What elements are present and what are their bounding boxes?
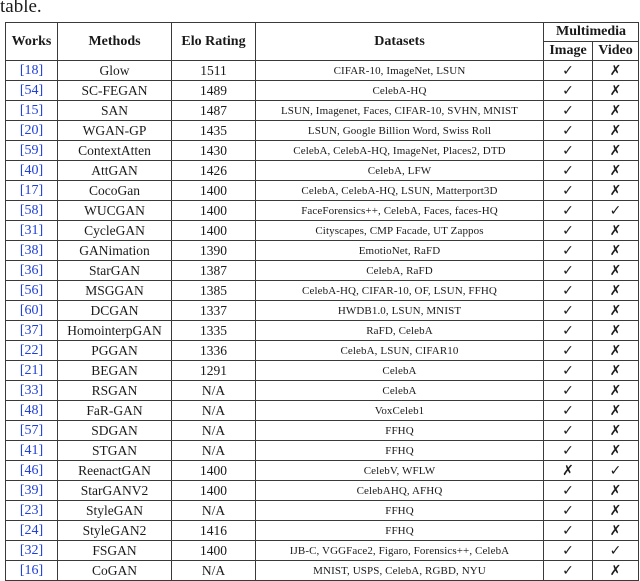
citation-link[interactable]: [15]	[19, 103, 44, 118]
video-support-mark: ✗	[609, 562, 622, 579]
cross-icon	[593, 101, 639, 121]
elo-rating: 1400	[172, 541, 256, 561]
image-support-mark: ✓	[562, 62, 574, 79]
table-row	[6, 241, 639, 261]
citation-cell	[6, 141, 58, 161]
citation-link[interactable]: [56]	[19, 283, 44, 298]
elo-rating: 1335	[172, 321, 256, 341]
cross-icon	[593, 121, 639, 141]
citation-cell	[6, 181, 58, 201]
elo-rating: 1400	[172, 481, 256, 501]
cross-icon	[593, 341, 639, 361]
check-icon	[544, 521, 593, 541]
citation-cell	[6, 541, 58, 561]
image-support-mark: ✓	[562, 322, 574, 339]
citation-link[interactable]: [58]	[19, 203, 44, 218]
check-icon	[544, 281, 593, 301]
method-name: StarGANV2	[58, 481, 172, 501]
citation-link[interactable]: [36]	[19, 263, 44, 278]
datasets: VoxCeleb1	[256, 401, 544, 421]
datasets: CelebA, CelebA-HQ, ImageNet, Places2, DTD	[256, 141, 544, 161]
elo-rating: 1390	[172, 241, 256, 261]
citation-link[interactable]: [20]	[19, 123, 44, 138]
elo-rating: N/A	[172, 401, 256, 421]
table-row	[6, 121, 639, 141]
citation-link[interactable]: [57]	[19, 423, 44, 438]
cross-icon	[544, 461, 593, 481]
method-name: FaR-GAN	[58, 401, 172, 421]
video-support-mark: ✗	[609, 142, 622, 159]
image-support-mark: ✓	[562, 242, 574, 259]
method-name: SAN	[58, 101, 172, 121]
check-icon	[544, 361, 593, 381]
table-row	[6, 501, 639, 521]
citation-link[interactable]: [18]	[19, 63, 44, 78]
table-row	[6, 281, 639, 301]
method-name: CocoGan	[58, 181, 172, 201]
header-image: Image	[544, 42, 593, 61]
table-row	[6, 461, 639, 481]
method-name: StyleGAN	[58, 501, 172, 521]
header-video: Video	[593, 42, 639, 61]
image-support-mark: ✓	[562, 522, 574, 539]
gan-methods-comparison-table	[5, 22, 639, 581]
check-icon	[544, 261, 593, 281]
check-icon	[544, 401, 593, 421]
video-support-mark: ✓	[609, 462, 622, 479]
cross-icon	[593, 81, 639, 101]
cross-icon	[593, 181, 639, 201]
citation-link[interactable]: [31]	[19, 223, 44, 238]
citation-cell	[6, 341, 58, 361]
method-name: RSGAN	[58, 381, 172, 401]
table-row	[6, 561, 639, 581]
method-name: SDGAN	[58, 421, 172, 441]
check-icon	[544, 301, 593, 321]
video-support-mark: ✗	[609, 402, 622, 419]
cross-icon	[593, 401, 639, 421]
image-support-mark: ✓	[562, 122, 574, 139]
citation-cell	[6, 461, 58, 481]
method-name: MSGGAN	[58, 281, 172, 301]
table-row	[6, 181, 639, 201]
citation-cell	[6, 101, 58, 121]
check-icon	[593, 541, 639, 561]
table-row	[6, 541, 639, 561]
datasets: LSUN, Google Billion Word, Swiss Roll	[256, 121, 544, 141]
video-support-mark: ✗	[609, 182, 622, 199]
cross-icon	[593, 241, 639, 261]
table-row	[6, 421, 639, 441]
method-name: Glow	[58, 61, 172, 81]
header-multimedia: Multimedia	[544, 23, 639, 42]
image-support-mark: ✓	[562, 562, 574, 579]
image-support-mark: ✓	[562, 422, 574, 439]
method-name: CycleGAN	[58, 221, 172, 241]
video-support-mark: ✗	[609, 442, 622, 459]
check-icon	[544, 501, 593, 521]
citation-link[interactable]: [24]	[19, 523, 44, 538]
video-support-mark: ✗	[609, 482, 622, 499]
cross-icon	[593, 421, 639, 441]
cross-icon	[593, 381, 639, 401]
elo-rating: N/A	[172, 441, 256, 461]
table-row	[6, 481, 639, 501]
datasets: FFHQ	[256, 501, 544, 521]
citation-cell	[6, 161, 58, 181]
datasets: CelebA-HQ, CIFAR-10, OF, LSUN, FFHQ	[256, 281, 544, 301]
citation-link[interactable]: [37]	[19, 323, 44, 338]
elo-rating: 1416	[172, 521, 256, 541]
video-support-mark: ✗	[609, 522, 622, 539]
table-row	[6, 61, 639, 81]
table-row	[6, 221, 639, 241]
image-support-mark: ✓	[562, 362, 574, 379]
check-icon	[544, 321, 593, 341]
method-name: SC-FEGAN	[58, 81, 172, 101]
method-name: ContextAtten	[58, 141, 172, 161]
citation-cell	[6, 81, 58, 101]
image-support-mark: ✓	[562, 162, 574, 179]
citation-cell	[6, 421, 58, 441]
datasets: FaceForensics++, CelebA, Faces, faces-HQ	[256, 201, 544, 221]
video-support-mark: ✗	[609, 242, 622, 259]
video-support-mark: ✗	[609, 102, 622, 119]
citation-link[interactable]: [54]	[19, 83, 44, 98]
citation-link[interactable]: [23]	[19, 503, 44, 518]
citation-link[interactable]: [60]	[19, 303, 44, 318]
datasets: CelebAHQ, AFHQ	[256, 481, 544, 501]
cross-icon	[593, 281, 639, 301]
datasets: MNIST, USPS, CelebA, RGBD, NYU	[256, 561, 544, 581]
method-name: StyleGAN2	[58, 521, 172, 541]
cross-icon	[593, 561, 639, 581]
citation-link[interactable]: [22]	[19, 343, 44, 358]
preceding-text-fragment: table.	[0, 0, 42, 17]
table-body	[6, 61, 639, 581]
cross-icon	[593, 221, 639, 241]
method-name: WUCGAN	[58, 201, 172, 221]
video-support-mark: ✗	[609, 302, 622, 319]
table-row	[6, 441, 639, 461]
citation-link[interactable]: [40]	[19, 163, 44, 178]
image-support-mark: ✓	[562, 282, 574, 299]
check-icon	[544, 61, 593, 81]
elo-rating: N/A	[172, 561, 256, 581]
video-support-mark: ✓	[609, 202, 622, 219]
citation-link[interactable]: [46]	[19, 463, 44, 478]
header-datasets: Datasets	[256, 23, 544, 61]
datasets: LSUN, Imagenet, Faces, CIFAR-10, SVHN, MNIST	[256, 101, 544, 121]
check-icon	[544, 441, 593, 461]
check-icon	[544, 221, 593, 241]
image-support-mark: ✓	[562, 302, 574, 319]
citation-cell	[6, 201, 58, 221]
table-row	[6, 341, 639, 361]
method-name: CoGAN	[58, 561, 172, 581]
elo-rating: 1291	[172, 361, 256, 381]
image-support-mark: ✓	[562, 142, 574, 159]
method-name: HomointerpGAN	[58, 321, 172, 341]
datasets: CelebA	[256, 361, 544, 381]
datasets: CelebA, LSUN, CIFAR10	[256, 341, 544, 361]
cross-icon	[593, 321, 639, 341]
datasets: CelebA, RaFD	[256, 261, 544, 281]
citation-link[interactable]: [33]	[19, 383, 44, 398]
check-icon	[544, 341, 593, 361]
method-name: ReenactGAN	[58, 461, 172, 481]
check-icon	[544, 381, 593, 401]
cross-icon	[593, 141, 639, 161]
image-support-mark: ✓	[562, 442, 574, 459]
check-icon	[544, 81, 593, 101]
check-icon	[544, 201, 593, 221]
elo-rating: 1487	[172, 101, 256, 121]
elo-rating: 1400	[172, 461, 256, 481]
check-icon	[544, 421, 593, 441]
video-support-mark: ✗	[609, 62, 622, 79]
video-support-mark: ✗	[609, 122, 622, 139]
header-works: Works	[6, 23, 58, 61]
image-support-mark: ✓	[562, 102, 574, 119]
table-row	[6, 301, 639, 321]
image-support-mark: ✓	[562, 182, 574, 199]
table-row	[6, 101, 639, 121]
video-support-mark: ✗	[609, 222, 622, 239]
citation-cell	[6, 381, 58, 401]
method-name: FSGAN	[58, 541, 172, 561]
citation-cell	[6, 301, 58, 321]
check-icon	[593, 201, 639, 221]
citation-link[interactable]: [39]	[19, 483, 44, 498]
method-name: STGAN	[58, 441, 172, 461]
table-row	[6, 81, 639, 101]
elo-rating: N/A	[172, 501, 256, 521]
video-support-mark: ✗	[609, 162, 622, 179]
image-support-mark: ✓	[562, 502, 574, 519]
video-support-mark: ✗	[609, 382, 622, 399]
citation-link[interactable]: [48]	[19, 403, 44, 418]
table-row	[6, 201, 639, 221]
table-row	[6, 161, 639, 181]
citation-cell	[6, 521, 58, 541]
datasets: CelebA	[256, 381, 544, 401]
method-name: GANimation	[58, 241, 172, 261]
elo-rating: 1489	[172, 81, 256, 101]
table-row	[6, 381, 639, 401]
check-icon	[544, 561, 593, 581]
elo-rating: 1400	[172, 221, 256, 241]
video-support-mark: ✗	[609, 502, 622, 519]
method-name: PGGAN	[58, 341, 172, 361]
image-support-mark: ✓	[562, 202, 574, 219]
datasets: RaFD, CelebA	[256, 321, 544, 341]
datasets: IJB-C, VGGFace2, Figaro, Forensics++, CelebA	[256, 541, 544, 561]
citation-cell	[6, 501, 58, 521]
image-support-mark: ✓	[562, 342, 574, 359]
image-support-mark: ✓	[562, 262, 574, 279]
citation-link[interactable]: [32]	[19, 543, 44, 558]
elo-rating: 1511	[172, 61, 256, 81]
image-support-mark: ✓	[562, 382, 574, 399]
header-methods: Methods	[58, 23, 172, 61]
elo-rating: N/A	[172, 421, 256, 441]
elo-rating: N/A	[172, 381, 256, 401]
datasets: FFHQ	[256, 441, 544, 461]
image-support-mark: ✓	[562, 82, 574, 99]
cross-icon	[593, 441, 639, 461]
method-name: StarGAN	[58, 261, 172, 281]
datasets: CelebA-HQ	[256, 81, 544, 101]
citation-link[interactable]: [38]	[19, 243, 44, 258]
datasets: HWDB1.0, LSUN, MNIST	[256, 301, 544, 321]
datasets: CelebV, WFLW	[256, 461, 544, 481]
citation-cell	[6, 281, 58, 301]
datasets: CIFAR-10, ImageNet, LSUN	[256, 61, 544, 81]
table-row	[6, 401, 639, 421]
cross-icon	[593, 361, 639, 381]
cross-icon	[593, 61, 639, 81]
check-icon	[544, 541, 593, 561]
elo-rating: 1400	[172, 181, 256, 201]
check-icon	[544, 161, 593, 181]
image-support-mark: ✓	[562, 542, 574, 559]
citation-cell	[6, 401, 58, 421]
header-elo-rating: Elo Rating	[172, 23, 256, 61]
datasets: EmotioNet, RaFD	[256, 241, 544, 261]
elo-rating: 1337	[172, 301, 256, 321]
citation-cell	[6, 481, 58, 501]
method-name: WGAN-GP	[58, 121, 172, 141]
datasets: CelebA, LFW	[256, 161, 544, 181]
table-row	[6, 261, 639, 281]
method-name: DCGAN	[58, 301, 172, 321]
elo-rating: 1400	[172, 201, 256, 221]
cross-icon	[593, 261, 639, 281]
cross-icon	[593, 481, 639, 501]
elo-rating: 1336	[172, 341, 256, 361]
video-support-mark: ✗	[609, 262, 622, 279]
citation-link[interactable]: [16]	[19, 563, 44, 578]
check-icon	[593, 461, 639, 481]
table-row	[6, 321, 639, 341]
citation-cell	[6, 61, 58, 81]
citation-link[interactable]: [41]	[19, 443, 44, 458]
elo-rating: 1430	[172, 141, 256, 161]
video-support-mark: ✗	[609, 282, 622, 299]
table-row	[6, 521, 639, 541]
elo-rating: 1387	[172, 261, 256, 281]
elo-rating: 1426	[172, 161, 256, 181]
citation-cell	[6, 321, 58, 341]
check-icon	[544, 181, 593, 201]
citation-cell	[6, 261, 58, 281]
cross-icon	[593, 161, 639, 181]
video-support-mark: ✗	[609, 82, 622, 99]
image-support-mark: ✓	[562, 402, 574, 419]
video-support-mark: ✗	[609, 422, 622, 439]
image-support-mark: ✓	[562, 482, 574, 499]
check-icon	[544, 481, 593, 501]
elo-rating: 1385	[172, 281, 256, 301]
citation-cell	[6, 441, 58, 461]
datasets: Cityscapes, CMP Facade, UT Zappos	[256, 221, 544, 241]
citation-cell	[6, 241, 58, 261]
check-icon	[544, 141, 593, 161]
cross-icon	[593, 501, 639, 521]
datasets: FFHQ	[256, 521, 544, 541]
image-support-mark: ✓	[562, 222, 574, 239]
image-support-mark: ✗	[562, 462, 574, 479]
citation-link[interactable]: [17]	[19, 183, 44, 198]
table-row	[6, 141, 639, 161]
video-support-mark: ✗	[609, 362, 622, 379]
citation-link[interactable]: [21]	[19, 363, 44, 378]
citation-cell	[6, 121, 58, 141]
table-row	[6, 361, 639, 381]
citation-cell	[6, 361, 58, 381]
datasets: FFHQ	[256, 421, 544, 441]
citation-cell	[6, 221, 58, 241]
video-support-mark: ✓	[609, 542, 622, 559]
elo-rating: 1435	[172, 121, 256, 141]
check-icon	[544, 241, 593, 261]
datasets: CelebA, CelebA-HQ, LSUN, Matterport3D	[256, 181, 544, 201]
method-name: BEGAN	[58, 361, 172, 381]
citation-cell	[6, 561, 58, 581]
video-support-mark: ✗	[609, 322, 622, 339]
cross-icon	[593, 521, 639, 541]
check-icon	[544, 101, 593, 121]
citation-link[interactable]: [59]	[19, 143, 44, 158]
check-icon	[544, 121, 593, 141]
cross-icon	[593, 301, 639, 321]
method-name: AttGAN	[58, 161, 172, 181]
video-support-mark: ✗	[609, 342, 622, 359]
